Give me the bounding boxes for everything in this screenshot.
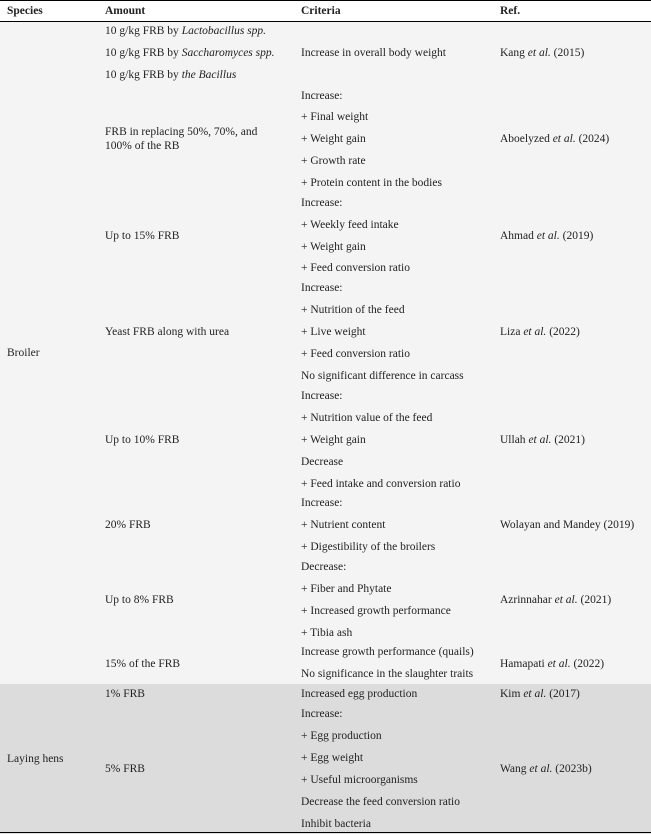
criteria-line: Increase: [301, 708, 343, 720]
ref-cell: Aboelyzed et al. (2024) [500, 133, 610, 145]
criteria-line: Increase: [301, 282, 343, 294]
ref-cell: Kang et al. (2015) [500, 47, 585, 59]
criteria-line: Decrease: [301, 561, 347, 573]
amount-cell: 10 g/kg FRB by Saccharomyces spp. [105, 47, 275, 59]
ref-cell: Ullah et al. (2021) [500, 434, 585, 446]
amount-cell: Up to 8% FRB [105, 594, 174, 606]
criteria-line: + Useful microorganisms [301, 774, 418, 786]
ref-cell: Azrinnahar et al. (2021) [500, 594, 612, 606]
criteria-line: + Feed intake and conversion ratio [301, 478, 461, 490]
criteria-line: Increase: [301, 497, 343, 509]
ref-cell: Wolayan and Mandey (2019) [500, 519, 635, 531]
criteria-line: + Feed conversion ratio [301, 262, 410, 274]
criteria-line: Increase: [301, 90, 343, 102]
amount-cell: 1% FRB [105, 688, 145, 700]
criteria-line: No significant difference in carcass [301, 370, 464, 382]
ref-cell: Hamapati et al. (2022) [500, 658, 605, 670]
criteria-line: Inhibit bacteria [301, 818, 371, 830]
amount-cell: Yeast FRB along with urea [105, 326, 230, 338]
header-species: Species [7, 5, 43, 17]
criteria-line: + Egg weight [301, 752, 364, 764]
criteria-line: + Fiber and Phytate [301, 583, 392, 595]
bottom-rule [0, 832, 651, 833]
criteria-line: + Nutrition value of the feed [301, 412, 433, 424]
criteria-line: + Digestibility of the broilers [301, 541, 436, 553]
criteria-line: + Live weight [301, 326, 366, 338]
amount-cell: FRB in replacing 50%, 70%, and [105, 126, 258, 138]
criteria-line: + Nutrition of the feed [301, 304, 405, 316]
species-broiler: Broiler [7, 347, 40, 359]
criteria-line: + Tibia ash [301, 627, 353, 639]
criteria-line: + Increased growth performance [301, 605, 451, 617]
criteria-line: No significance in the slaughter traits [301, 668, 474, 680]
criteria-line: + Nutrient content [301, 519, 386, 531]
header-ref: Ref. [500, 5, 521, 17]
amount-cell: 15% of the FRB [105, 658, 181, 670]
criteria-line: + Egg production [301, 730, 382, 742]
ref-cell: Kim et al. (2017) [500, 688, 580, 700]
criteria-line: + Weight gain [301, 133, 366, 145]
ref-cell: Liza et al. (2022) [500, 326, 580, 338]
amount-cell: 5% FRB [105, 763, 145, 775]
criteria-line: + Weight gain [301, 434, 366, 446]
criteria-line: Increase in overall body weight [301, 47, 446, 59]
criteria-line: + Growth rate [301, 155, 366, 167]
criteria-line: + Protein content in the bodies [301, 177, 442, 189]
header-amount: Amount [105, 5, 146, 17]
criteria-line: + Final weight [301, 111, 369, 123]
criteria-line: Decrease the feed conversion ratio [301, 796, 461, 808]
criteria-line: Increase: [301, 390, 343, 402]
amount-cell: 10 g/kg FRB by Lactobacillus spp. [105, 25, 267, 37]
species-laying-hens: Laying hens [7, 753, 64, 765]
criteria-line: + Weekly feed intake [301, 219, 399, 231]
ref-cell: Wang et al. (2023b) [500, 763, 592, 775]
amount-cell: Up to 15% FRB [105, 230, 180, 242]
criteria-line: + Weight gain [301, 241, 366, 253]
amount-cell: 10 g/kg FRB by the Bacillus [105, 69, 237, 81]
amount-cell: Up to 10% FRB [105, 434, 180, 446]
header-rule [0, 21, 651, 22]
ref-cell: Ahmad et al. (2019) [500, 230, 594, 242]
criteria-line: Increase growth performance (quails) [301, 646, 474, 658]
criteria-line: Decrease [301, 456, 344, 468]
amount-cell: 100% of the RB [105, 140, 180, 152]
top-rule [0, 0, 651, 1]
criteria-line: + Feed conversion ratio [301, 348, 410, 360]
header-criteria: Criteria [301, 5, 341, 17]
criteria-line: Increased egg production [301, 688, 418, 700]
criteria-line: Increase: [301, 197, 343, 209]
amount-cell: 20% FRB [105, 519, 151, 531]
